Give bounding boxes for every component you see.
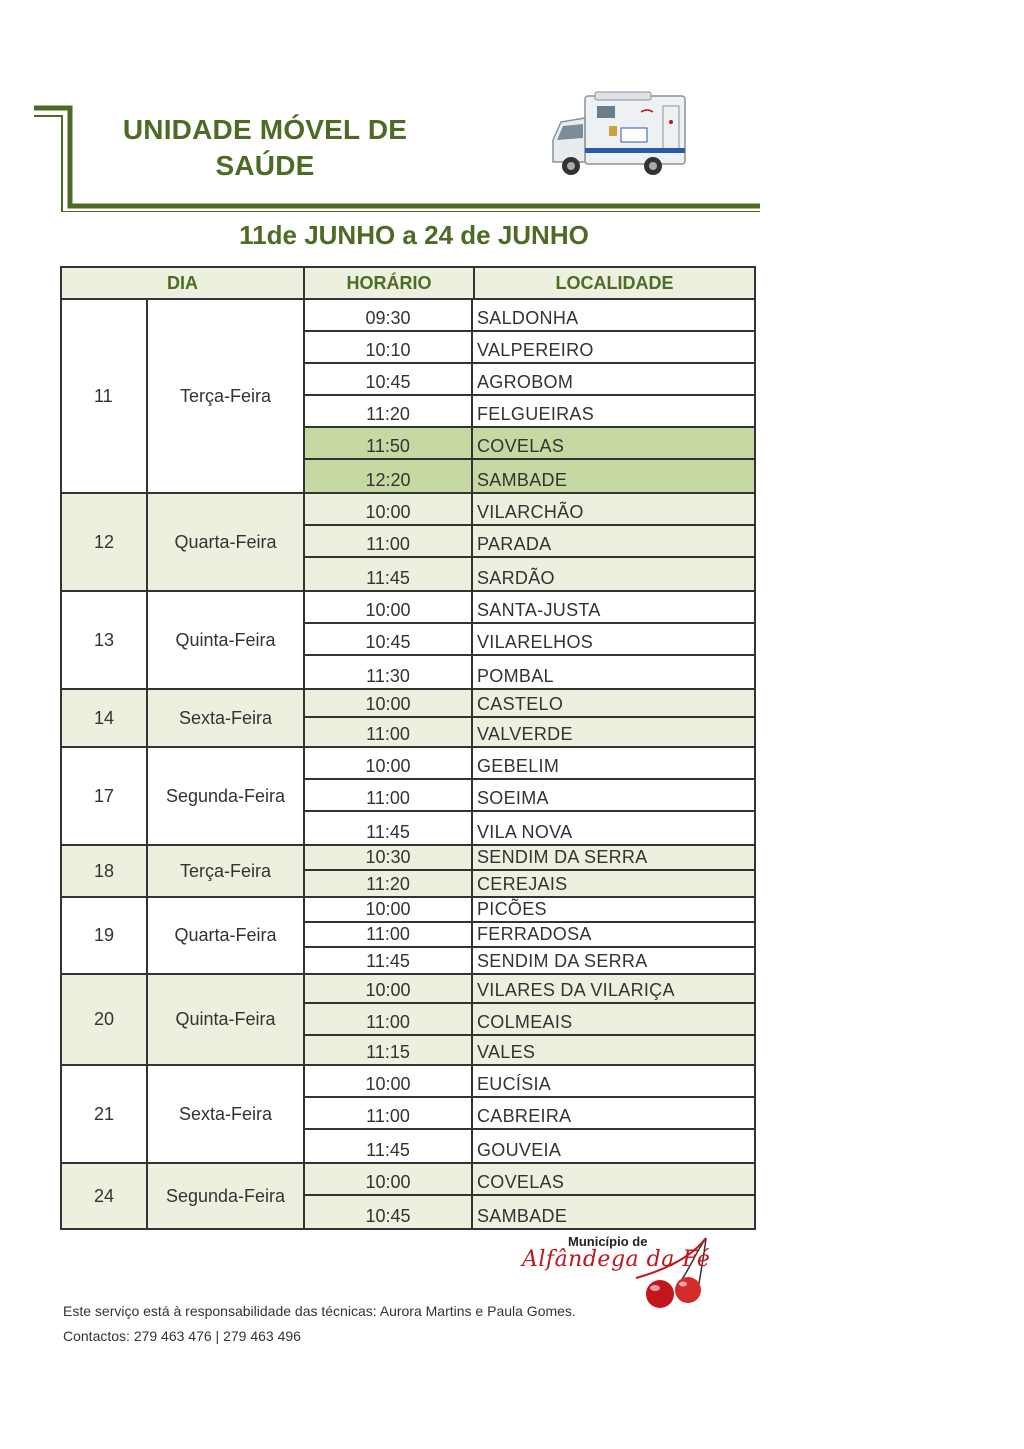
page-title	[110, 112, 420, 184]
slot-location: FERRADOSA	[477, 924, 592, 944]
header-dia: DIA	[62, 268, 305, 298]
table-row	[305, 871, 754, 896]
table-row	[305, 656, 754, 688]
table-row	[305, 1004, 754, 1036]
table-row	[305, 1196, 754, 1228]
slot-time: 10:30	[305, 846, 473, 869]
slot-location: VILARES DA VILARIÇA	[477, 980, 675, 1000]
slot-location: PARADA	[477, 534, 552, 554]
table-row	[305, 718, 754, 746]
day-group	[60, 300, 756, 494]
day-number: 24	[62, 1164, 148, 1228]
slot-time: 11:50	[305, 428, 473, 458]
slot-time: 10:00	[305, 1164, 473, 1194]
table-row	[305, 812, 754, 844]
table-row	[305, 460, 754, 492]
table-row	[305, 364, 754, 396]
slot-location: SALDONHA	[477, 308, 579, 328]
day-group	[60, 748, 756, 846]
slot-list	[305, 1164, 754, 1228]
slot-location: SARDÃO	[477, 568, 555, 588]
footer-responsibility: Este serviço está à responsabilidade das técnicas: Aurora Martins e Paula Gomes.	[63, 1303, 576, 1319]
slot-location: SENDIM DA SERRA	[477, 847, 648, 867]
slot-list	[305, 494, 754, 590]
health-van-image	[545, 88, 693, 180]
day-number: 14	[62, 690, 148, 746]
period-heading: 11de JUNHO a 24 de JUNHO	[239, 220, 589, 250]
table-row	[305, 780, 754, 812]
slot-time: 11:45	[305, 1130, 473, 1162]
slot-time: 11:45	[305, 812, 473, 844]
slot-location: SENDIM DA SERRA	[477, 951, 648, 971]
logo-text-name: Alfândega da Fé	[522, 1247, 711, 1272]
slot-time: 10:00	[305, 975, 473, 1002]
table-row	[305, 558, 754, 590]
table-row	[305, 690, 754, 718]
weekday: Quarta-Feira	[148, 898, 305, 973]
weekday: Terça-Feira	[148, 846, 305, 896]
slot-time: 11:20	[305, 871, 473, 896]
slot-location: CEREJAIS	[477, 874, 568, 894]
weekday: Quinta-Feira	[148, 975, 305, 1064]
day-group	[60, 1066, 756, 1164]
slot-location: EUCÍSIA	[477, 1074, 552, 1094]
slot-time: 10:45	[305, 1196, 473, 1228]
table-row	[305, 975, 754, 1004]
slot-time: 10:00	[305, 748, 473, 778]
table-row	[305, 300, 754, 332]
slot-location: COLMEAIS	[477, 1012, 573, 1032]
day-group	[60, 846, 756, 898]
slot-location: CABREIRA	[477, 1106, 572, 1126]
table-row	[305, 1098, 754, 1130]
slot-location: VILARELHOS	[477, 632, 594, 652]
day-group	[60, 898, 756, 975]
weekday: Sexta-Feira	[148, 1066, 305, 1162]
slot-list	[305, 592, 754, 688]
slot-location: GOUVEIA	[477, 1140, 562, 1160]
table-row	[305, 1130, 754, 1162]
slot-time: 10:00	[305, 690, 473, 716]
slot-list	[305, 898, 754, 973]
slot-location: GEBELIM	[477, 756, 560, 776]
weekday: Sexta-Feira	[148, 690, 305, 746]
table-row	[305, 526, 754, 558]
slot-location: COVELAS	[477, 436, 565, 456]
slot-location: COVELAS	[477, 1172, 565, 1192]
table-row	[305, 332, 754, 364]
day-group	[60, 975, 756, 1066]
slot-time: 10:10	[305, 332, 473, 362]
slot-location: VILA NOVA	[477, 822, 573, 842]
schedule-table	[60, 266, 756, 1230]
day-group	[60, 690, 756, 748]
slot-list	[305, 690, 754, 746]
slot-time: 11:00	[305, 1098, 473, 1128]
slot-location: SANTA-JUSTA	[477, 600, 601, 620]
weekday: Quinta-Feira	[148, 592, 305, 688]
table-body	[60, 300, 756, 1230]
table-row	[305, 396, 754, 428]
slot-time: 11:45	[305, 948, 473, 973]
table-row	[305, 494, 754, 526]
slot-location: CASTELO	[477, 694, 564, 714]
slot-time: 11:30	[305, 656, 473, 688]
table-row	[305, 1164, 754, 1196]
footer-contacts: Contactos: 279 463 476 | 279 463 496	[63, 1328, 301, 1344]
slot-location: VALVERDE	[477, 724, 573, 744]
slot-time: 10:00	[305, 1066, 473, 1096]
day-group	[60, 1164, 756, 1230]
slot-time: 10:45	[305, 624, 473, 654]
header-horario: HORÁRIO	[305, 268, 475, 298]
table-header	[60, 266, 756, 300]
day-number: 17	[62, 748, 148, 844]
slot-location: AGROBOM	[477, 372, 574, 392]
slot-location: FELGUEIRAS	[477, 404, 595, 424]
logo-text-municipio: Município de	[568, 1234, 648, 1249]
slot-time: 11:20	[305, 396, 473, 426]
slot-time: 10:00	[305, 592, 473, 622]
slot-time: 12:20	[305, 460, 473, 492]
slot-time: 10:00	[305, 494, 473, 524]
table-row	[305, 846, 754, 871]
table-row	[305, 748, 754, 780]
slot-time: 10:45	[305, 364, 473, 394]
slot-time: 09:30	[305, 300, 473, 330]
table-row	[305, 1036, 754, 1064]
day-group	[60, 494, 756, 592]
slot-location: VILARCHÃO	[477, 502, 584, 522]
slot-location: SAMBADE	[477, 470, 568, 490]
table-row	[305, 948, 754, 973]
slot-list	[305, 748, 754, 844]
title-line-2: SAÚDE	[215, 150, 315, 181]
table-row	[305, 428, 754, 460]
day-number: 20	[62, 975, 148, 1064]
slot-location: SOEIMA	[477, 788, 549, 808]
day-number: 19	[62, 898, 148, 973]
slot-list	[305, 300, 754, 492]
slot-time: 11:15	[305, 1036, 473, 1064]
header-localidade: LOCALIDADE	[555, 272, 674, 293]
table-row	[305, 624, 754, 656]
day-number: 21	[62, 1066, 148, 1162]
slot-time: 11:00	[305, 526, 473, 556]
day-number: 11	[62, 300, 148, 492]
day-number: 12	[62, 494, 148, 590]
table-row	[305, 898, 754, 923]
weekday: Segunda-Feira	[148, 1164, 305, 1228]
slot-list	[305, 975, 754, 1064]
slot-location: PICÕES	[477, 899, 547, 919]
table-row	[305, 592, 754, 624]
slot-time: 10:00	[305, 898, 473, 921]
slot-time: 11:00	[305, 923, 473, 946]
weekday: Quarta-Feira	[148, 494, 305, 590]
weekday: Segunda-Feira	[148, 748, 305, 844]
slot-time: 11:00	[305, 780, 473, 810]
slot-location: VALPEREIRO	[477, 340, 594, 360]
slot-list	[305, 1066, 754, 1162]
slot-list	[305, 846, 754, 896]
day-number: 18	[62, 846, 148, 896]
slot-time: 11:00	[305, 718, 473, 746]
slot-location: POMBAL	[477, 666, 554, 686]
slot-location: SAMBADE	[477, 1206, 568, 1226]
table-row	[305, 1066, 754, 1098]
slot-time: 11:00	[305, 1004, 473, 1034]
day-group	[60, 592, 756, 690]
title-line-1: UNIDADE MÓVEL DE	[122, 114, 408, 145]
table-row	[305, 923, 754, 948]
day-number: 13	[62, 592, 148, 688]
slot-location: VALES	[477, 1042, 536, 1062]
weekday: Terça-Feira	[148, 300, 305, 492]
slot-time: 11:45	[305, 558, 473, 590]
